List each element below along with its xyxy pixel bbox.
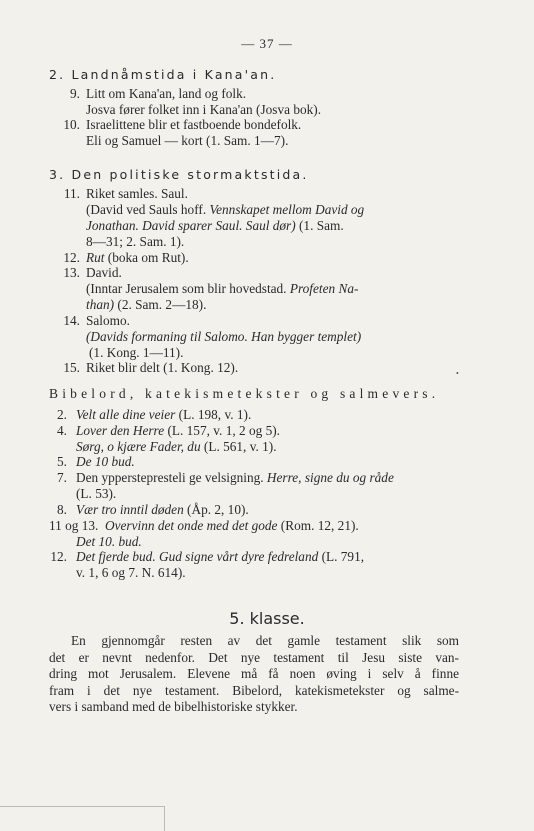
ink-speck: • (456, 369, 459, 378)
item-text-italic: Jonathan. David sparer Saul. Saul dør) (86, 218, 296, 233)
item-text: Salomo. (86, 313, 130, 328)
item-text: Israelittene blir et fastboende bondefolk. (86, 117, 302, 132)
item-text-italic: Herre, signe du og råde (266, 470, 394, 485)
item-text: (Rom. 12, 21). (277, 518, 359, 533)
item-text-italic: Det 10. bud. (76, 534, 142, 549)
item-number: 10. (63, 117, 80, 132)
item-number: 9. (70, 86, 80, 101)
item-text-italic: Vær tro inntil døden (76, 502, 184, 517)
section-heading-stormaktstida: 3. Den politiske stormaktstida. (49, 167, 309, 182)
item-text: (Åp. 2, 10). (183, 502, 249, 517)
item-text-italic: than) (86, 297, 115, 312)
item-text-italic: Sørg, o kjære Fader, du (76, 439, 201, 454)
class-heading: 5. klasse. (229, 609, 305, 628)
item-text: (L. 561, v. 1). (200, 439, 277, 454)
paragraph-line: dring mot Jerusalem. Elevene må få noen øving i selv å finne (49, 666, 459, 681)
section-heading-bibelord: Bibelord, katekismetekster og salmevers. (49, 386, 440, 401)
item-number: 7. (57, 470, 67, 485)
item-number: 5. (57, 454, 67, 469)
item-text: (Inntar Jerusalem som blir hovedstad. (86, 281, 290, 296)
paragraph-line: det er nevnt nedenfor. Det nye testament til Jesu siste van- (49, 649, 459, 665)
class-paragraph (49, 633, 459, 716)
item-text-italic: De 10 bud. (76, 454, 135, 469)
paragraph-line: fram i det nye testament. Bibelord, katekismetekster og salme- (49, 682, 459, 698)
item-text: (1. Sam. (295, 218, 344, 233)
item-text-italic: Profeten Na- (289, 281, 359, 296)
item-text: (L. 198, v. 1). (175, 407, 252, 422)
item-text: Riket blir delt (1. Kong. 12). (86, 360, 239, 375)
item-text: (David ved Sauls hoff. (86, 202, 210, 217)
item-text-italic: Velt alle dine veier (76, 407, 176, 422)
item-number: 2. (57, 407, 67, 422)
paragraph-line: vers i samband med de bibelhistoriske stykker. (49, 699, 298, 714)
item-number: 11 og 13. (49, 518, 99, 533)
item-number: 13. (63, 265, 80, 280)
item-number: 15. (63, 360, 80, 375)
item-text: v. 1, 6 og 7. N. 614). (76, 565, 186, 580)
page-edge-line (164, 806, 165, 831)
item-number: 11. (63, 186, 80, 201)
item-number: 12. (50, 549, 67, 564)
item-text: (L. 157, v. 1, 2 og 5). (164, 423, 280, 438)
item-text: David. (86, 265, 122, 280)
item-number: 8. (57, 502, 67, 517)
item-text: Litt om Kana'an, land og folk. (86, 86, 247, 101)
item-text-italic: Overvinn det onde med det gode (105, 518, 278, 533)
item-text: (2. Sam. 2—18). (114, 297, 207, 312)
item-text: Josva fører folket inn i Kana'an (Josva bok). (86, 102, 322, 117)
section-heading-landnamstida: 2. Landnåmstida i Kana'an. (49, 67, 277, 82)
item-number: 12. (63, 250, 80, 265)
item-text: Den ypperstepresteli ge velsigning. (76, 470, 267, 485)
item-text-italic: Lover den Herre (76, 423, 165, 438)
item-text: 8—31; 2. Sam. 1). (86, 234, 185, 249)
item-text: (boka om Rut). (104, 250, 189, 265)
item-text: (L. 791, (318, 549, 365, 564)
item-text: Eli og Samuel — kort (1. Sam. 1—7). (86, 133, 289, 148)
item-text: (L. 53). (76, 486, 117, 501)
item-text-italic: Det fjerde bud. Gud signe vårt dyre fedreland (76, 549, 319, 564)
item-text: (1. Kong. 1—11). (89, 345, 184, 360)
item-text-italic: Rut (86, 250, 105, 265)
item-text-italic: Vennskapet mellom David og (209, 202, 365, 217)
item-text-italic: (Davids formaning til Salomo. Han bygger templet) (86, 329, 362, 344)
paragraph-line: En gjennomgår resten av det gamle testament slik som (71, 633, 459, 648)
page-edge-line (0, 806, 165, 807)
item-number: 14. (63, 313, 80, 328)
page-number: — 37 — (241, 36, 293, 51)
item-number: 4. (57, 423, 67, 438)
item-text: Riket samles. Saul. (86, 186, 188, 201)
